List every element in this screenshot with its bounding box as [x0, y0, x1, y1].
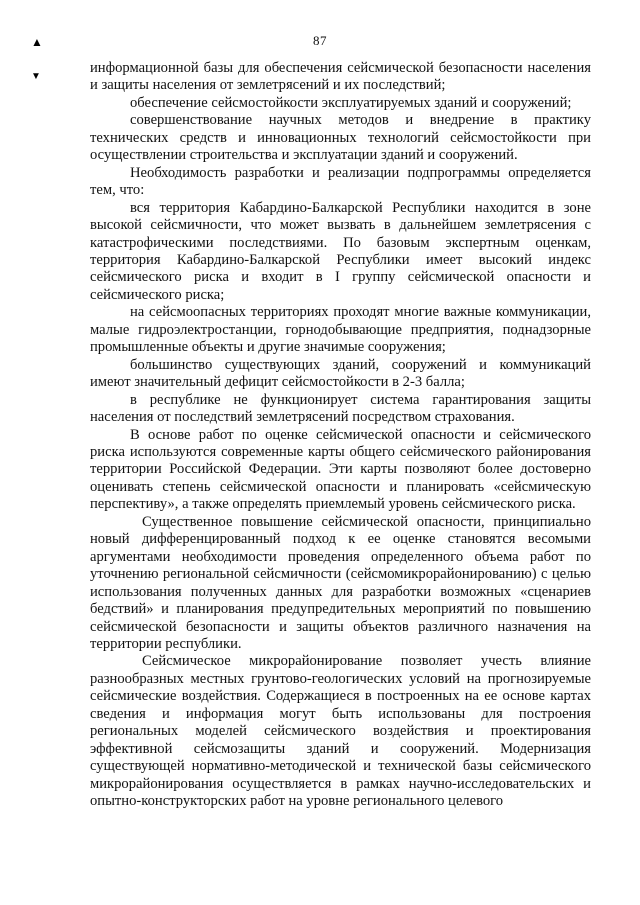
body-text [90, 60, 591, 810]
paragraph: Сейсмическое микрорайонирование позволяет учесть влияние разнообразных местных грунтово-геологических условий на прогнозируемые сейсмические воздействия. Содержащиеся в построенных на ее основе картах сведения и информация могут быть использованы для построения региональных моделей сейсмического воздействия и проектирования эффективной сейсмозащиты зданий и сооружений. Модернизация существующей нормативно-методической и технической базы сейсмического микрорайонирования осуществляется в рамках научно-исследовательских и опытно-конструкторских работ на уровне регионального целевого [90, 653, 591, 810]
paragraph-list-item: совершенствование научных методов и внедрение в практику технических средств и инновационных технологий сейсмостойкости при осуществлении строительства и эксплуатации зданий и сооружений. [90, 112, 591, 164]
paragraph-list-item: большинство существующих зданий, сооружений и коммуникаций имеют значительный дефицит сейсмостойкости в 2-3 балла; [90, 356, 591, 391]
paragraph: Необходимость разработки и реализации подпрограммы определяется тем, что: [90, 164, 591, 199]
paragraph: Существенное повышение сейсмической опасности, принципиально новый дифференцированный подход к ее оценке становятся весомыми аргументами необходимости проведения определенного объема работ по уточнению региональной сейсмичности (сейсмомикрорайонированию) с целью использования полученных данных для разработки возможных «сценариев бедствий» и планирования предупредительных мероприятий по повышению сейсмической безопасности и защиты объектов различного назначения на территории республики. [90, 513, 591, 652]
paragraph-list-item: в республике не функционирует система гарантирования защиты населения от последствий землетрясений посредством страхования. [90, 391, 591, 426]
scan-mark-down-icon: ▼ [31, 71, 41, 82]
paragraph-list-item: вся территория Кабардино-Балкарской Республики находится в зоне высокой сейсмичности, что может вызвать в дальнейшем землетрясения с катастрофическими последствиями. По базовым экспертным оценкам, территория Кабардино-Балкарской Республики имеет высокий индекс сейсмического риска и входит в I группу сейсмической опасности и сейсмического риска; [90, 199, 591, 303]
paragraph-list-item: обеспечение сейсмостойкости эксплуатируемых зданий и сооружений; [130, 94, 572, 111]
paragraph: В основе работ по оценке сейсмической опасности и сейсмического риска используются современные карты общего сейсмического районирования территории Российской Федерации. Эти карты позволяют более достоверно оценивать степень сейсмической опасности и планировать «сейсмическую перспективу», а также определять приемлемый уровень сейсмического риска. [90, 426, 591, 513]
scan-mark-triangle-icon: ▲ [31, 35, 43, 49]
paragraph-continuation: информационной базы для обеспечения сейсмической безопасности населения и защиты населения от землетрясений и их последствий; [90, 60, 591, 94]
paragraph-list-item: на сейсмоопасных территориях проходят многие важные коммуникации, малые гидроэлектростанции, горнодобывающие предприятия, поднадзорные промышленные объекты и другие значимые сооружения; [90, 304, 591, 356]
page-number: 87 [313, 33, 327, 48]
